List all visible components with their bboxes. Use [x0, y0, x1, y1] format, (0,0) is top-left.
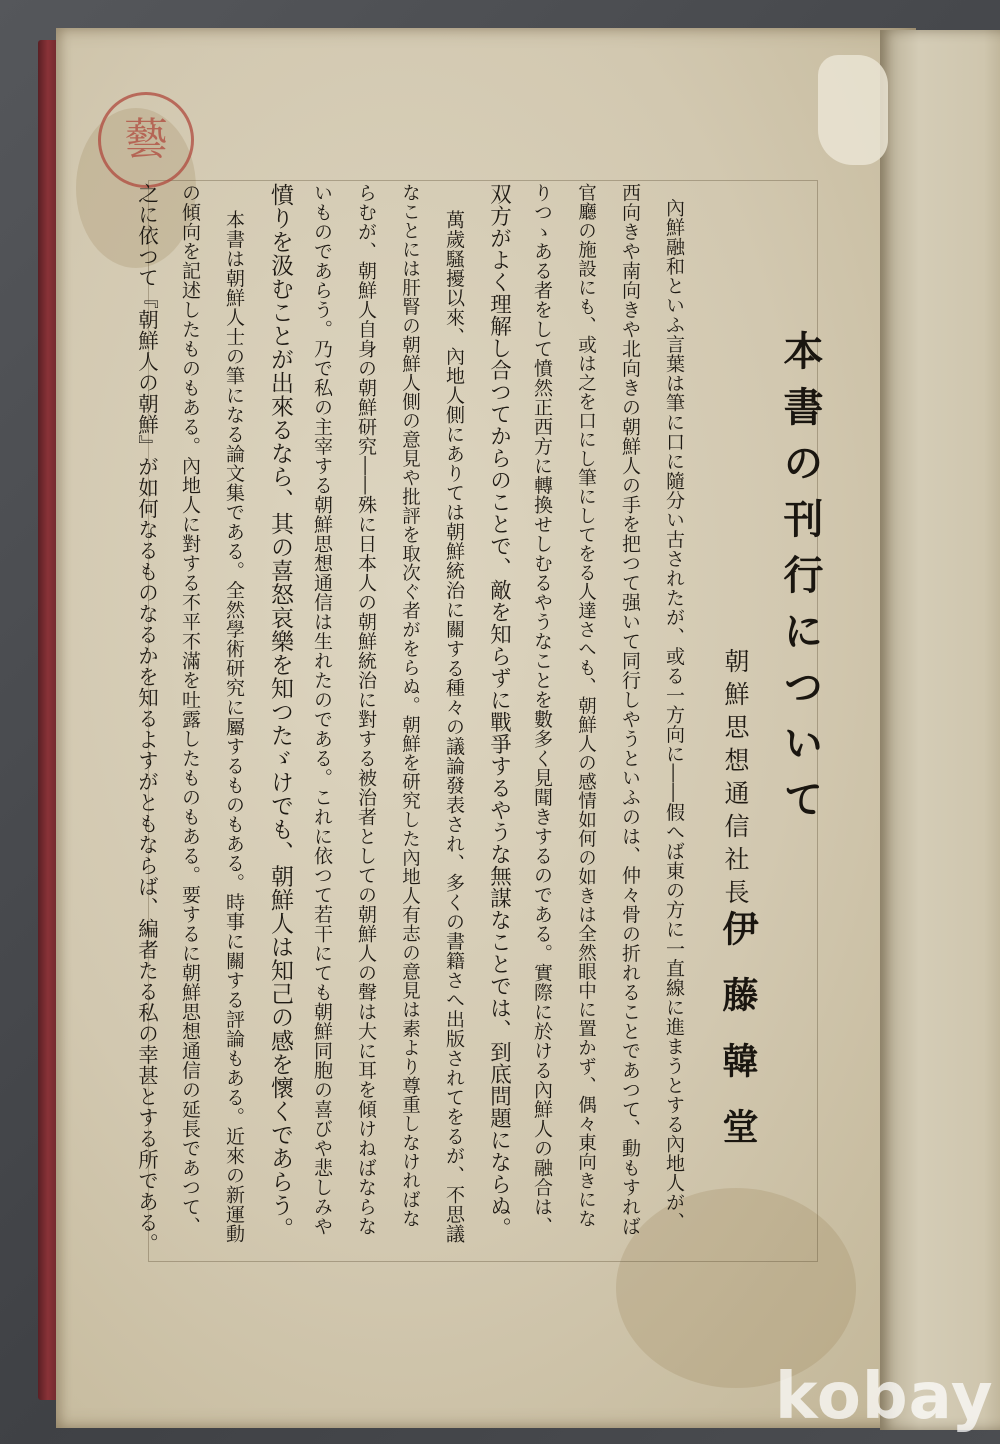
text-column: らむが、朝鮮人自身の朝鮮研究――殊に日本人の朝鮮統治に對する被治者としての朝鮮人の聲は大に耳を傾けねばならな [355, 183, 377, 1236]
text-column: の傾向を記述したものもある。內地人に對する不平不滿を吐露したものもある。要するに朝鮮思想通信の延長であつて、 [179, 183, 201, 1236]
page-title: 本書の刊行について [777, 330, 823, 834]
text-column: 本書は朝鮮人士の筆になる論文集である。全然學術研究に屬するものもある。時事に關する評論もある。近來の新運動 [223, 210, 245, 1244]
watermark: kobay [775, 1360, 994, 1434]
text-column: 双方がよく理解し合つてからのことで、敵を知らずに戰爭するやうな無謀なことでは、到底問題にならぬ。 [486, 183, 512, 1239]
text-column: 之に依つて『朝鮮人の朝鮮』が如何なるものなるかを知るよすがともならば、編者たる私の幸甚とする所である。 [134, 183, 159, 1254]
ownership-seal: 藝 [98, 92, 194, 188]
next-page-edge [880, 30, 1000, 1430]
text-column: いものであらう。乃で私の主宰する朝鮮思想通信は生れたのである。これに依つて若干にても朝鮮同胞の喜びや悲しみや [311, 183, 333, 1236]
text-column: 西向きや南向きや北向きの朝鮮人の手を把つて强いて同行しやうといふのは、仲々骨の折れることであつて、動もすれば [619, 183, 641, 1236]
text-column: 萬歲騷擾以來、內地人側にありては朝鮮統治に關する種々の議論發表され、多くの書籍さへ出版されてをるが、不思議 [443, 210, 465, 1244]
torn-corner [818, 55, 888, 165]
text-column: なことには肝腎の朝鮮人側の意見や批評を取次ぐ者がをらぬ。朝鮮を研究した內地人有志の意見は素より尊重しなければな [399, 183, 421, 1228]
text-column: 官廳の施設にも、或は之を口にし筆にしてをる人達さへも、朝鮮人の感情如何の如きは全然眼中に置かず、偶々東向きにな [575, 183, 597, 1228]
text-column: りつゝある者をして憤然正西方に轉換せしむるやうなことを數多く見聞きするのである。實際に於ける內鮮人の融合は、 [531, 183, 553, 1236]
text-column: 憤りを汲むことが出來るなら、其の喜怒哀樂を知つたゞけでも、朝鮮人は知己の感を懷くであらう。 [267, 183, 293, 1241]
author-affiliation: 朝鮮思想通信社長 [721, 648, 750, 912]
text-column: 內鮮融和といふ言葉は筆に口に隨分い古されたが、或る一方向に――假へば東の方に一直線に進まうとする內地人が、 [663, 198, 685, 1232]
author-name: 伊藤韓堂 [717, 910, 758, 1174]
